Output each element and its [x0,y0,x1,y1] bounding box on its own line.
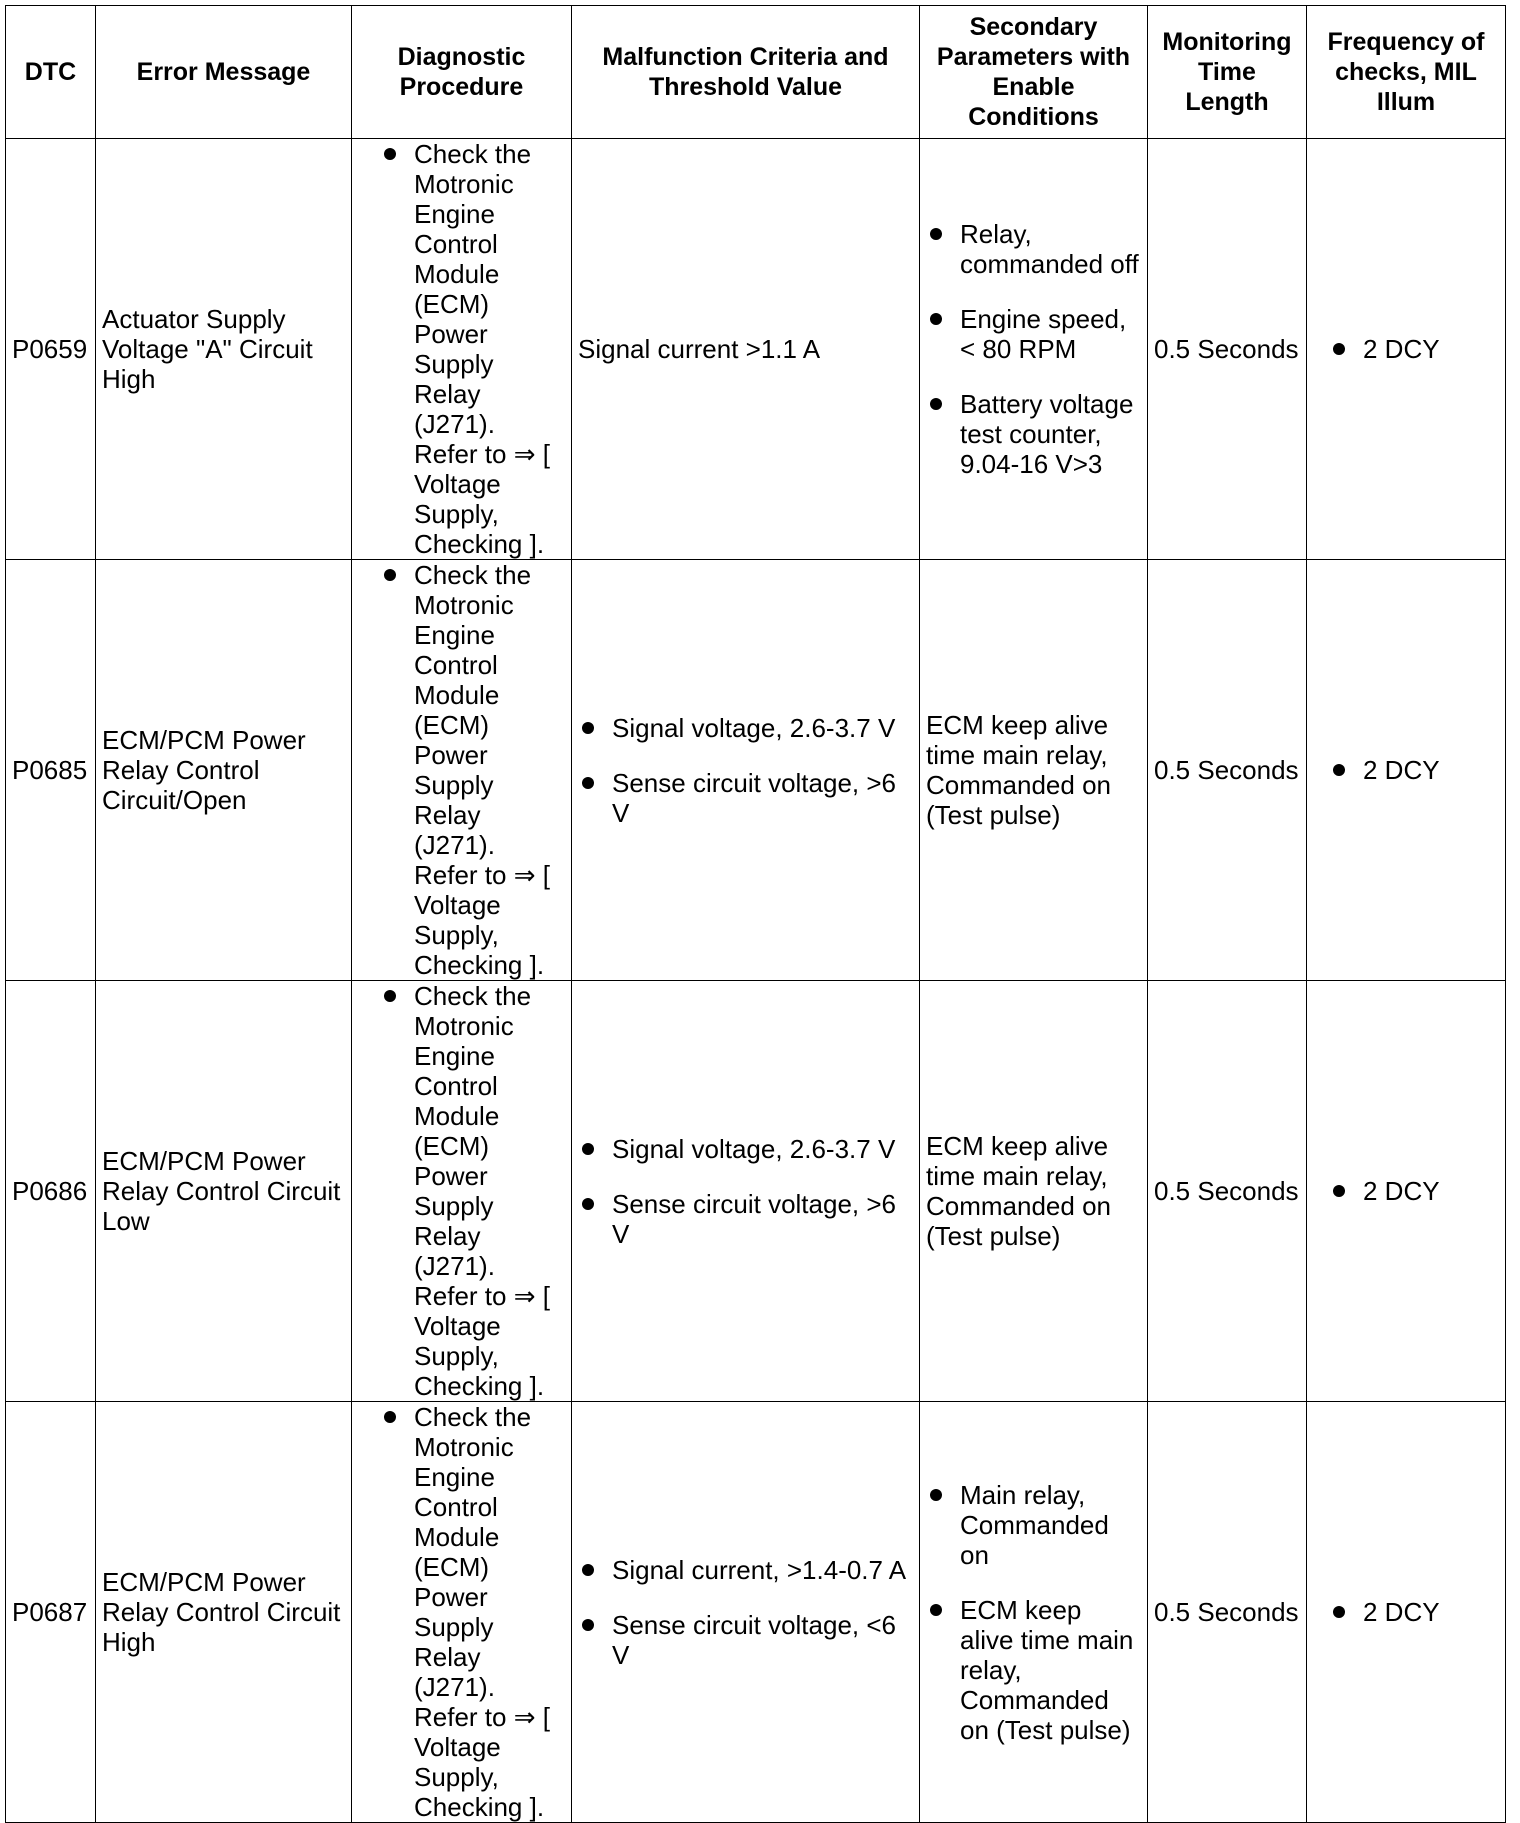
criteria-cell: Signal current >1.1 A [572,139,920,560]
frequency-item: 2 DCY [1329,1176,1499,1206]
secondary-item: Engine speed, < 80 RPM [926,304,1141,364]
frequency-item: 2 DCY [1329,1597,1499,1627]
frequency-cell [1307,981,1506,1402]
procedure-cell [352,1402,572,1823]
error-message-cell: Actuator Supply Voltage "A" Circuit High [96,139,352,560]
procedure-cell [352,981,572,1402]
header-malfunction-criteria: Malfunction Criteria and Threshold Value [572,6,920,139]
header-row [6,6,1506,139]
table-row [6,1402,1506,1823]
frequency-item: 2 DCY [1329,755,1499,785]
secondary-item: Battery voltage test counter, 9.04-16 V>3 [926,389,1141,479]
monitoring-time-cell: 0.5 Seconds [1148,981,1307,1402]
procedure-item: Check the Motronic Engine Control Module (ECM) Power Supply Relay (J271). Refer to ⇒ [ Voltage Supply, Checking ]. [358,981,565,1401]
table-row [6,981,1506,1402]
header-frequency: Frequency of checks, MIL Illum [1307,6,1506,139]
monitoring-time-cell: 0.5 Seconds [1148,139,1307,560]
criteria-cell [572,1402,920,1823]
monitoring-time-cell: 0.5 Seconds [1148,560,1307,981]
criteria-item: Sense circuit voltage, >6 V [578,1189,913,1249]
secondary-cell: ECM keep alive time main relay, Commanded on (Test pulse) [920,560,1148,981]
criteria-cell [572,981,920,1402]
dtc-table [5,5,1506,1823]
table-row [6,139,1506,560]
dtc-cell: P0686 [6,981,96,1402]
criteria-item: Sense circuit voltage, <6 V [578,1610,913,1670]
frequency-cell [1307,139,1506,560]
frequency-item: 2 DCY [1329,334,1499,364]
procedure-cell [352,560,572,981]
header-error-message: Error Message [96,6,352,139]
secondary-item: Relay, commanded off [926,219,1141,279]
procedure-item: Check the Motronic Engine Control Module (ECM) Power Supply Relay (J271). Refer to ⇒ [ Voltage Supply, Checking ]. [358,139,565,559]
procedure-cell [352,139,572,560]
secondary-item: Main relay, Commanded on [926,1480,1141,1570]
header-monitoring-time: Monitoring Time Length [1148,6,1307,139]
error-message-cell: ECM/PCM Power Relay Control Circuit High [96,1402,352,1823]
secondary-item: ECM keep alive time main relay, Commanded on (Test pulse) [926,1595,1141,1745]
error-message-cell: ECM/PCM Power Relay Control Circuit/Open [96,560,352,981]
header-diagnostic-procedure: Diagnostic Procedure [352,6,572,139]
criteria-cell [572,560,920,981]
secondary-cell [920,139,1148,560]
procedure-item: Check the Motronic Engine Control Module (ECM) Power Supply Relay (J271). Refer to ⇒ [ Voltage Supply, Checking ]. [358,560,565,980]
criteria-item: Signal current, >1.4-0.7 A [578,1555,913,1585]
frequency-cell [1307,1402,1506,1823]
secondary-cell: ECM keep alive time main relay, Commanded on (Test pulse) [920,981,1148,1402]
header-dtc: DTC [6,6,96,139]
dtc-cell: P0659 [6,139,96,560]
secondary-cell [920,1402,1148,1823]
dtc-cell: P0687 [6,1402,96,1823]
error-message-cell: ECM/PCM Power Relay Control Circuit Low [96,981,352,1402]
header-secondary-parameters: Secondary Parameters with Enable Conditions [920,6,1148,139]
frequency-cell [1307,560,1506,981]
table-row [6,560,1506,981]
criteria-item: Signal voltage, 2.6-3.7 V [578,713,913,743]
criteria-item: Signal voltage, 2.6-3.7 V [578,1134,913,1164]
criteria-item: Sense circuit voltage, >6 V [578,768,913,828]
dtc-cell: P0685 [6,560,96,981]
procedure-item: Check the Motronic Engine Control Module (ECM) Power Supply Relay (J271). Refer to ⇒ [ Voltage Supply, Checking ]. [358,1402,565,1822]
monitoring-time-cell: 0.5 Seconds [1148,1402,1307,1823]
